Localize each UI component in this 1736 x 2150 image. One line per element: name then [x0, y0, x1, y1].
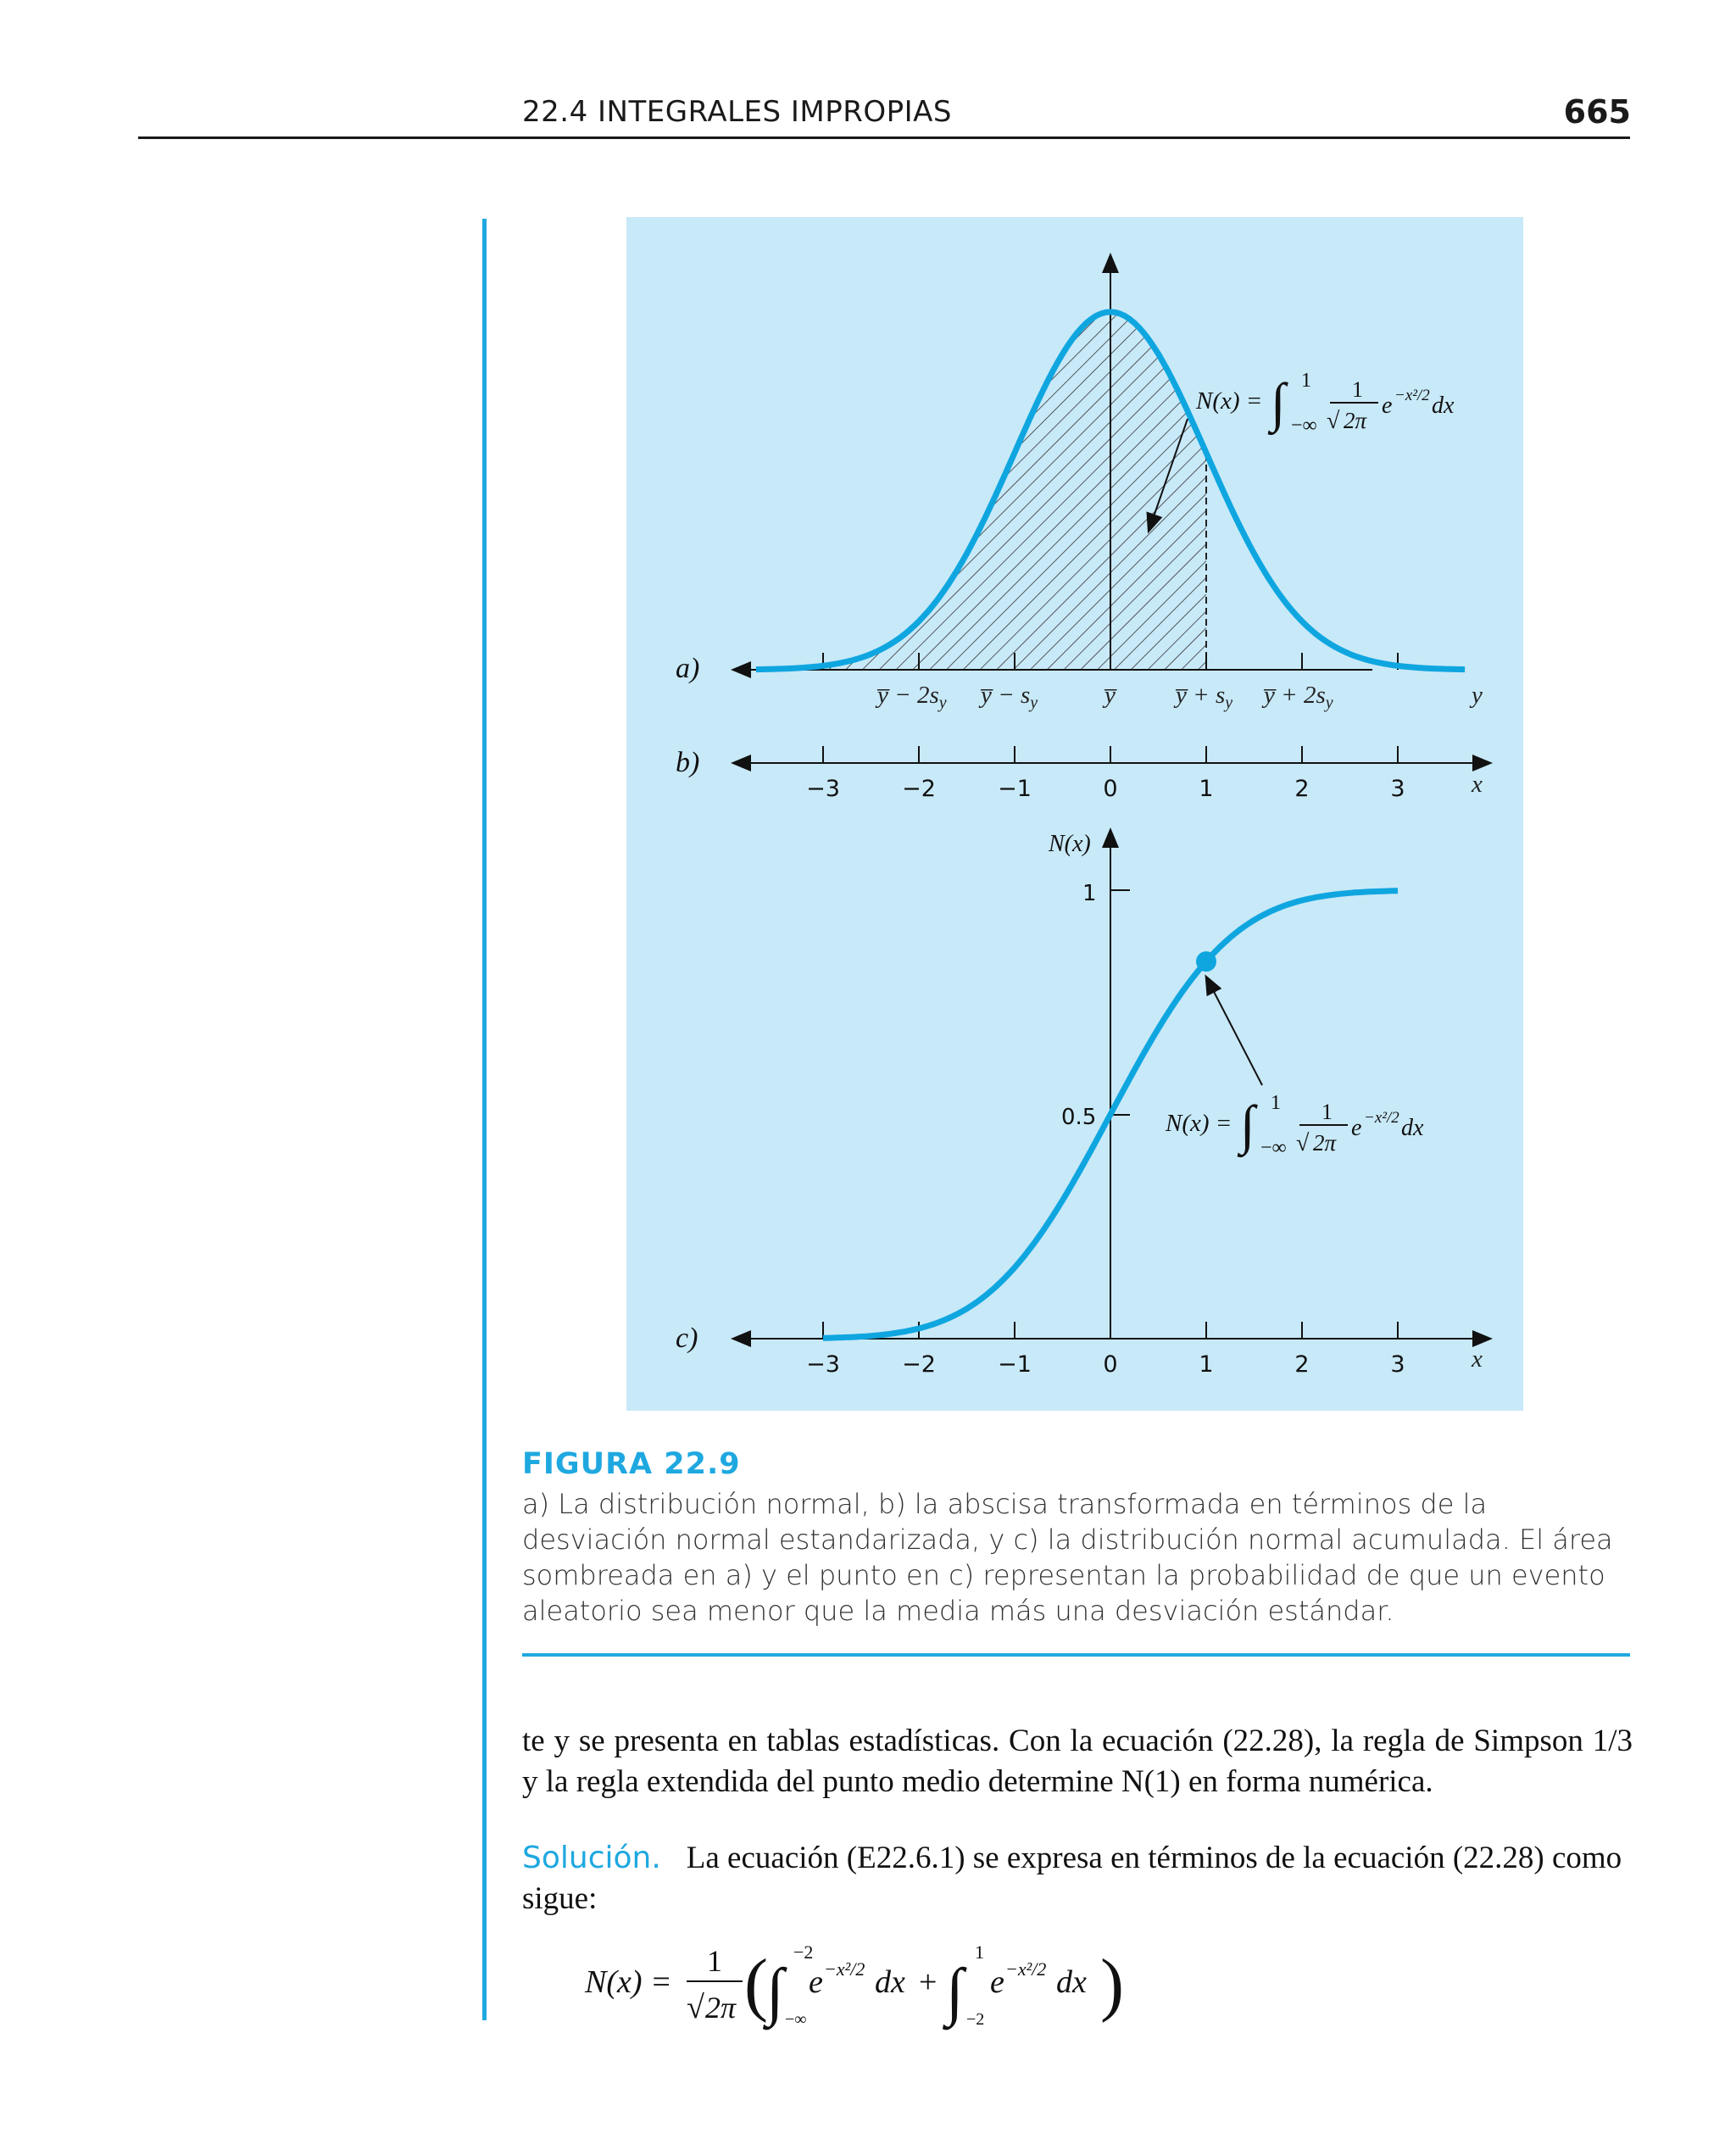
axis-tick-label: −2 — [902, 1351, 936, 1378]
sqrt-sign: √ — [1296, 1130, 1310, 1156]
axis-b-var: x — [1472, 771, 1483, 798]
eq-int2-upper: 1 — [975, 1941, 984, 1963]
formula-c-den: 2π — [1313, 1130, 1337, 1156]
formula-a-num: 1 — [1352, 377, 1363, 402]
axis-tick-label: 3 — [1390, 1351, 1405, 1378]
axis-tick-label: 1 — [1199, 776, 1214, 802]
axis-tick-label: −1 — [998, 776, 1032, 802]
axis-tick-label: 2 — [1294, 1351, 1310, 1378]
axis-tick-label: −3 — [806, 1351, 840, 1378]
equation-n-of-x — [576, 1924, 1170, 2035]
panel-label-c: c) — [676, 1323, 698, 1354]
integral-sign: ∫ — [1271, 372, 1286, 432]
figure-caption — [522, 1447, 1624, 1629]
y-tick-label-1: 1 — [1082, 881, 1097, 906]
eq-left-paren: ( — [744, 1945, 768, 2024]
y-tick-label-0-5: 0.5 — [1061, 1105, 1097, 1130]
eq-sqrt: √ — [687, 1990, 704, 2025]
marked-point — [1196, 951, 1216, 972]
formula-a-exponent: −x²/2 — [1394, 387, 1430, 404]
formula-c-lower: −∞ — [1260, 1137, 1287, 1159]
eq-lhs: N(x) = — [585, 1964, 672, 2000]
formula-c-dx: dx — [1401, 1115, 1424, 1141]
axis-tick-label: −1 — [998, 1351, 1032, 1378]
formula-c-num: 1 — [1321, 1100, 1333, 1124]
formula-a-base: e — [1382, 393, 1393, 419]
axis-tick-label: −2 — [902, 776, 936, 802]
page-number: 665 — [1563, 93, 1631, 131]
formula-a-den: 2π — [1344, 408, 1367, 433]
formula-c-lhs: N(x) = — [1166, 1110, 1232, 1137]
c-yaxis-title: N(x) — [1049, 831, 1091, 857]
panel-label-a: a) — [676, 653, 700, 684]
caption-text: a) La distribución normal, b) la abscisa transformada en términos de la desviación normal estandarizada, y c) la distribución normal acumulada. El área sombreada en a) y el punto en c) representan la probabilidad de que un evento aleatorio sea menor que la media más una desviación estándar. — [522, 1488, 1613, 1627]
eq-dx1: dx — [875, 1964, 905, 2000]
axis-a-var: y — [1472, 682, 1483, 709]
eq-int2-lower: −2 — [966, 2010, 985, 2029]
integral-sign: ∫ — [1240, 1094, 1255, 1155]
running-header-section: 22.4 INTEGRALES IMPROPIAS — [522, 95, 953, 129]
eq-int1-upper: −2 — [793, 1941, 814, 1963]
eq-integral-2: ∫ — [946, 1956, 964, 2027]
solution-text: La ecuación (E22.6.1) se expresa en términos de la ecuación (22.28) como sigue: — [522, 1841, 1622, 1916]
axis-tick-label: 1 — [1199, 1351, 1214, 1378]
header-rule — [138, 136, 1630, 139]
eq-dx2: dx — [1056, 1964, 1087, 2000]
axis-a-label-ybar: y̅ — [1104, 682, 1116, 709]
formula-a-lhs: N(x) = — [1196, 387, 1263, 415]
axis-tick-label: 0 — [1103, 1351, 1118, 1378]
axis-a-label-yp2s: y̅ + $2s_y$ — [1264, 682, 1333, 712]
axis-c-var: x — [1472, 1345, 1483, 1373]
formula-c-exponent: −x²/2 — [1364, 1109, 1399, 1127]
formula-a-dx: dx — [1432, 393, 1455, 419]
formula-a-lower: −∞ — [1291, 415, 1317, 437]
eq-plus: + — [919, 1964, 938, 2000]
margin-accent-bar — [482, 219, 487, 2020]
eq-integral-1: ∫ — [766, 1956, 784, 2027]
axis-tick-label: −3 — [806, 776, 840, 802]
eq-int1-lower: −∞ — [785, 2010, 807, 2029]
eq-exp2: −x²/2 — [1005, 1958, 1047, 1980]
eq-den: 2π — [705, 1991, 737, 2025]
eq-right-paren: ) — [1100, 1945, 1124, 2024]
formula-c-base: e — [1351, 1115, 1362, 1141]
eq-e1: e — [809, 1964, 823, 2000]
sqrt-sign: √ — [1327, 408, 1340, 434]
axis-tick-label: 3 — [1390, 776, 1405, 802]
body-paragraph: te y se presenta en tablas estadísticas. Con la ecuación (22.28), la regla de Simpson 1/3 y la regla extendida del punto medio determine N(1) en forma numérica. — [522, 1724, 1633, 1799]
axis-a-label-yms: y̅ − $s_y$ — [981, 682, 1038, 712]
axis-tick-label: 2 — [1294, 776, 1310, 802]
caption-rule — [522, 1653, 1630, 1657]
formula-c-upper: 1 — [1271, 1092, 1281, 1114]
eq-exp1: −x²/2 — [824, 1958, 865, 1980]
eq-num: 1 — [707, 1944, 722, 1978]
axis-a-label-ym2s: y̅ − $2s_y$ — [877, 682, 947, 712]
caption-title: FIGURA 22.9 — [522, 1447, 741, 1481]
solution-label: Solución. — [522, 1841, 661, 1875]
figure-22-9 — [626, 217, 1523, 1411]
eq-e2: e — [990, 1964, 1004, 2000]
axis-a-label-yps: y̅ + $s_y$ — [1176, 682, 1233, 712]
panel-label-b: b) — [676, 747, 700, 778]
axis-tick-label: 0 — [1103, 776, 1118, 802]
formula-a-upper: 1 — [1301, 370, 1311, 392]
solution-paragraph — [522, 1838, 1633, 1919]
